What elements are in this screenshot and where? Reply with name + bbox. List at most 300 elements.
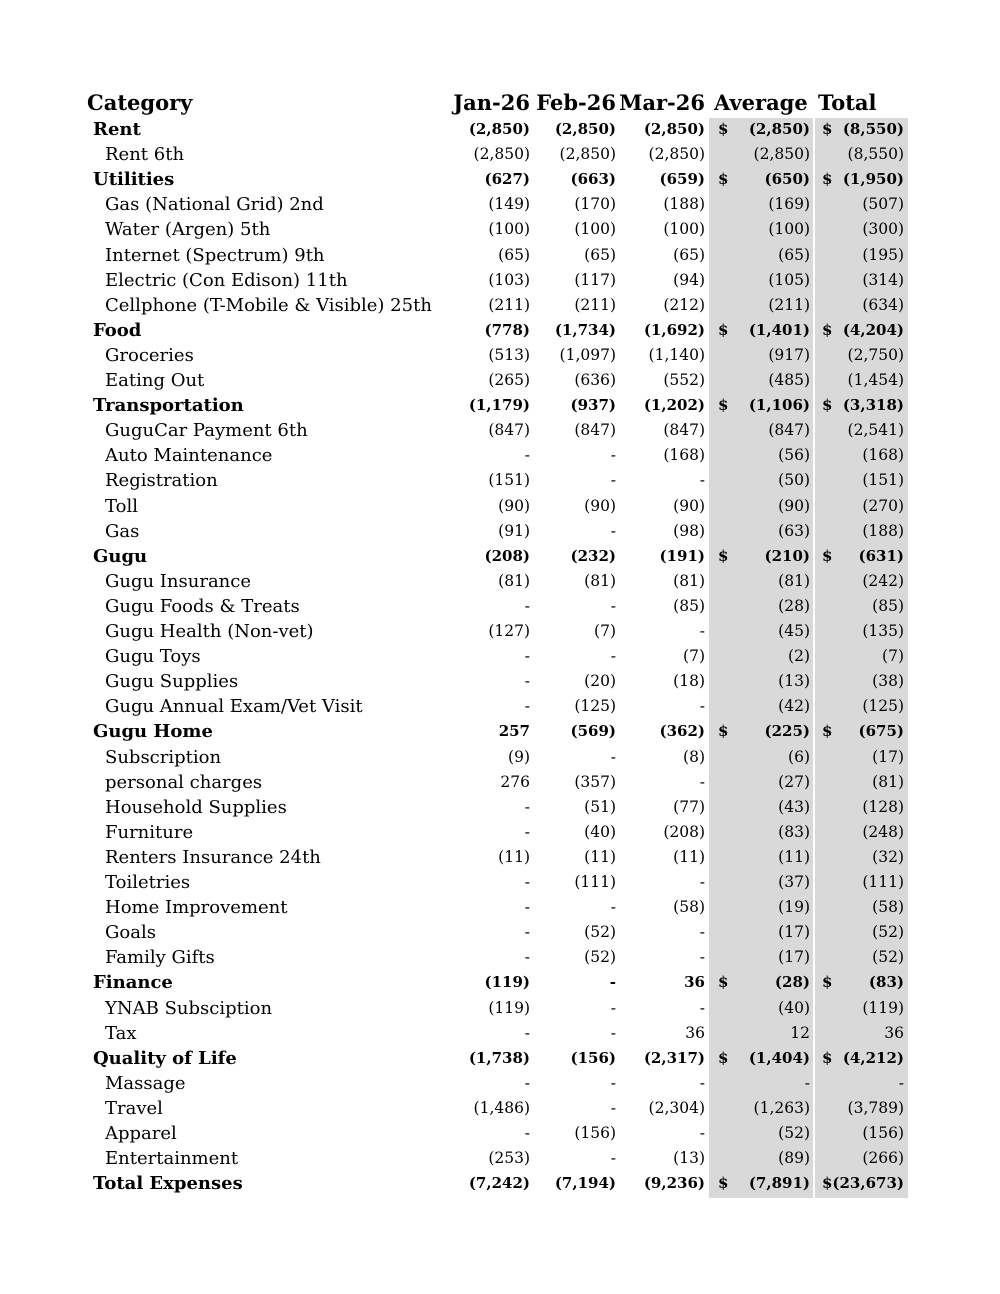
line-item-row — [0, 669, 1000, 694]
jan-value: (1,738) — [468, 1048, 530, 1067]
feb-value: (569) — [570, 722, 616, 741]
mar-value: (18) — [673, 672, 705, 691]
total-value: (168) — [862, 446, 904, 465]
jan-value: (127) — [488, 622, 530, 640]
category-row — [0, 544, 1000, 569]
total-dollar-sign: $ — [822, 1174, 833, 1193]
mar-value: (58) — [673, 898, 705, 917]
feb-value: - — [610, 596, 616, 615]
feb-value: (937) — [570, 396, 616, 415]
row-label: Family Gifts — [105, 947, 215, 969]
total-value: (8,550) — [847, 145, 904, 164]
average-value: (42) — [778, 697, 810, 716]
average-dollar-sign: $ — [718, 546, 729, 565]
mar-value: (2,304) — [648, 1098, 705, 1117]
mar-value: (65) — [673, 245, 705, 264]
line-item-row — [0, 192, 1000, 217]
jan-value: (11) — [498, 847, 530, 866]
mar-value: (8) — [683, 747, 705, 766]
average-value: (1,401) — [748, 320, 810, 339]
total-value: (3,318) — [842, 396, 904, 415]
average-value: (28) — [774, 973, 810, 992]
mar-value: (94) — [673, 270, 705, 289]
feb-value: (170) — [574, 195, 616, 214]
line-item-row — [0, 343, 1000, 368]
mar-value: (11) — [673, 847, 705, 866]
average-dollar-sign: $ — [718, 1048, 729, 1067]
line-item-row — [0, 1146, 1000, 1171]
row-label: Toiletries — [105, 872, 191, 893]
total-value: (111) — [862, 873, 904, 891]
feb-value: (100) — [574, 220, 616, 239]
line-item-row — [0, 895, 1000, 920]
line-item-row — [0, 996, 1000, 1021]
line-item-row — [0, 418, 1000, 443]
total-header: Total — [818, 90, 877, 115]
total-value: (32) — [872, 847, 904, 866]
line-item-row — [0, 569, 1000, 594]
feb-value: (40) — [584, 822, 616, 841]
mar-value: (2,850) — [648, 145, 705, 164]
total-value: (23,673) — [832, 1174, 904, 1193]
total-value: (38) — [872, 672, 904, 691]
row-label: Groceries — [105, 344, 194, 366]
average-value: (1,106) — [748, 396, 810, 415]
jan-value: - — [524, 596, 530, 615]
jan-value: (81) — [498, 571, 530, 590]
total-value: (128) — [862, 797, 904, 816]
feb-value: (156) — [574, 1124, 616, 1142]
mar-value: (85) — [673, 596, 705, 615]
line-item-row — [0, 243, 1000, 268]
feb-header: Feb-26 — [536, 90, 616, 115]
mar-value: (1,202) — [643, 396, 705, 415]
feb-value: (847) — [574, 421, 616, 440]
feb-value: (1,097) — [559, 345, 616, 364]
row-label: personal charges — [105, 771, 263, 793]
average-value: (2,850) — [748, 120, 810, 138]
row-label: Cellphone (T-Mobile & Visible) 25th — [105, 294, 432, 316]
mar-header: Mar-26 — [619, 90, 705, 115]
line-item-row — [0, 845, 1000, 870]
average-value: (210) — [764, 546, 810, 565]
jan-value: (211) — [488, 295, 530, 314]
feb-value: (52) — [584, 948, 616, 967]
average-value: (17) — [778, 948, 810, 967]
category-row — [0, 167, 1000, 192]
table-header — [0, 88, 1000, 118]
row-label: Household Supplies — [105, 796, 287, 818]
average-value: (7,891) — [748, 1174, 810, 1193]
average-value: (917) — [768, 345, 810, 364]
mar-value: (212) — [663, 295, 705, 314]
feb-value: (65) — [584, 245, 616, 264]
row-label: Auto Maintenance — [105, 445, 273, 467]
total-value: (7) — [882, 647, 904, 666]
category-row — [0, 1171, 1000, 1196]
jan-value: (119) — [484, 973, 530, 992]
row-label: Tax — [105, 1022, 137, 1044]
total-value: (4,212) — [842, 1048, 904, 1067]
row-label: Quality of Life — [93, 1047, 237, 1069]
feb-value: (2,850) — [559, 145, 616, 164]
line-item-row — [0, 1071, 1000, 1096]
mar-value: - — [699, 697, 705, 716]
average-dollar-sign: $ — [718, 320, 729, 339]
average-value: 12 — [790, 1023, 810, 1042]
mar-value: (9,236) — [643, 1174, 705, 1193]
row-label: Rent — [93, 119, 141, 140]
line-item-row — [0, 745, 1000, 770]
total-dollar-sign: $ — [822, 722, 833, 741]
jan-value: (103) — [488, 270, 530, 289]
total-value: (4,204) — [842, 320, 904, 339]
average-dollar-sign: $ — [718, 973, 729, 992]
total-value: (17) — [872, 747, 904, 766]
average-value: (27) — [778, 772, 810, 791]
total-dollar-sign: $ — [822, 170, 833, 189]
line-item-row — [0, 217, 1000, 242]
total-value: (300) — [862, 220, 904, 239]
jan-value: - — [524, 647, 530, 666]
feb-value: (51) — [584, 797, 616, 816]
line-item-row — [0, 594, 1000, 619]
jan-value: (9) — [508, 747, 530, 766]
average-value: (650) — [764, 170, 810, 189]
row-label: Entertainment — [105, 1148, 239, 1170]
row-label: YNAB Subsciption — [105, 997, 273, 1019]
jan-value: - — [524, 797, 530, 816]
average-value: (50) — [778, 471, 810, 490]
line-item-row — [0, 443, 1000, 468]
average-header: Average — [714, 90, 808, 115]
jan-value: (91) — [498, 521, 530, 540]
feb-value: - — [610, 1023, 616, 1042]
jan-value: - — [524, 822, 530, 841]
average-value: (56) — [778, 446, 810, 465]
row-label: Food — [93, 319, 142, 341]
average-value: (1,263) — [753, 1098, 810, 1117]
average-dollar-sign: $ — [718, 722, 729, 741]
line-item-row — [0, 644, 1000, 669]
feb-value: (90) — [584, 496, 616, 515]
average-value: - — [804, 1073, 810, 1092]
category-row — [0, 970, 1000, 995]
jan-value: - — [524, 697, 530, 716]
feb-value: - — [610, 446, 616, 465]
total-value: (81) — [872, 772, 904, 791]
average-dollar-sign: $ — [718, 1174, 729, 1193]
line-item-row — [0, 820, 1000, 845]
total-dollar-sign: $ — [822, 546, 833, 565]
line-item-row — [0, 468, 1000, 493]
average-value: (40) — [778, 998, 810, 1017]
average-value: (100) — [768, 220, 810, 239]
total-value: (2,750) — [847, 345, 904, 364]
total-value: (151) — [862, 471, 904, 490]
jan-value: (119) — [488, 998, 530, 1017]
jan-value: (90) — [498, 496, 530, 515]
row-label: Gugu Health (Non-vet) — [105, 621, 314, 642]
mar-value: (90) — [673, 496, 705, 515]
category-header: Category — [87, 90, 193, 115]
line-item-row — [0, 770, 1000, 795]
average-dollar-sign: $ — [718, 120, 729, 138]
feb-value: - — [610, 898, 616, 917]
jan-value: (627) — [484, 170, 530, 189]
row-label: Gugu Foods & Treats — [105, 595, 300, 617]
row-label: Gugu — [93, 545, 148, 567]
row-label: Apparel — [105, 1123, 177, 1144]
total-value: (8,550) — [842, 120, 904, 138]
row-label: Eating Out — [105, 370, 205, 391]
average-value: (211) — [768, 295, 810, 314]
jan-value: (151) — [488, 471, 530, 490]
mar-value: (552) — [663, 371, 705, 389]
total-value: (1,950) — [842, 170, 904, 189]
mar-value: (13) — [673, 1149, 705, 1168]
mar-value: 36 — [685, 1023, 705, 1042]
jan-value: (2,850) — [473, 145, 530, 164]
line-item-row — [0, 1096, 1000, 1121]
total-value: (2,541) — [847, 421, 904, 440]
total-value: (242) — [862, 571, 904, 590]
average-value: (45) — [778, 622, 810, 640]
total-dollar-sign: $ — [822, 1048, 833, 1067]
mar-value: (2,317) — [643, 1048, 705, 1067]
average-value: (13) — [778, 672, 810, 691]
jan-value: (265) — [488, 371, 530, 389]
jan-value: (847) — [488, 421, 530, 440]
line-item-row — [0, 519, 1000, 544]
jan-value: - — [524, 873, 530, 891]
row-label: Furniture — [105, 821, 194, 843]
total-value: (270) — [862, 496, 904, 515]
feb-value: (52) — [584, 923, 616, 942]
line-item-row — [0, 945, 1000, 970]
line-item-row — [0, 920, 1000, 945]
line-item-row — [0, 494, 1000, 519]
feb-value: (156) — [570, 1048, 616, 1067]
total-value: (85) — [872, 596, 904, 615]
row-label: Home Improvement — [105, 897, 288, 919]
mar-value: - — [699, 772, 705, 791]
line-item-row — [0, 268, 1000, 293]
average-value: (2,850) — [753, 145, 810, 164]
mar-value: - — [699, 923, 705, 942]
mar-value: (208) — [663, 822, 705, 841]
row-label: Goals — [105, 922, 156, 944]
average-value: (65) — [778, 245, 810, 264]
mar-value: (77) — [673, 797, 705, 816]
feb-value: (663) — [570, 170, 616, 189]
row-label: Finance — [93, 972, 173, 994]
jan-value: (513) — [488, 345, 530, 364]
feb-value: (117) — [574, 270, 616, 289]
feb-value: (111) — [574, 873, 616, 891]
total-value: (58) — [872, 898, 904, 917]
line-item-row — [0, 795, 1000, 820]
feb-value: - — [610, 1149, 616, 1168]
average-dollar-sign: $ — [718, 396, 729, 415]
feb-value: (232) — [570, 546, 616, 565]
average-value: (19) — [778, 898, 810, 917]
total-dollar-sign: $ — [822, 973, 833, 992]
jan-value: (149) — [488, 195, 530, 214]
average-value: (37) — [778, 873, 810, 891]
average-value: (6) — [788, 747, 810, 766]
total-value: (1,454) — [847, 371, 904, 389]
mar-value: (7) — [683, 647, 705, 666]
jan-value: - — [524, 948, 530, 967]
mar-value: (81) — [673, 571, 705, 590]
average-value: (847) — [768, 421, 810, 440]
total-value: (675) — [858, 722, 904, 741]
row-label: Renters Insurance 24th — [105, 846, 321, 868]
average-dollar-sign: $ — [718, 170, 729, 189]
feb-value: - — [610, 521, 616, 540]
mar-value: - — [699, 873, 705, 891]
mar-value: - — [699, 1124, 705, 1142]
mar-value: (191) — [659, 546, 705, 565]
jan-value: (2,850) — [468, 120, 530, 138]
total-value: 36 — [884, 1023, 904, 1042]
row-label: Utilities — [93, 169, 175, 191]
mar-value: (168) — [663, 446, 705, 465]
total-value: (125) — [862, 697, 904, 716]
row-label: Gugu Toys — [105, 646, 201, 668]
jan-value: (1,486) — [473, 1098, 530, 1117]
total-value: (314) — [862, 270, 904, 289]
feb-value: (211) — [574, 295, 616, 314]
jan-value: (100) — [488, 220, 530, 239]
mar-value: - — [699, 1073, 705, 1092]
feb-value: - — [610, 1073, 616, 1092]
jan-value: (1,179) — [468, 396, 530, 415]
average-value: (83) — [778, 822, 810, 841]
total-value: (266) — [862, 1149, 904, 1168]
mar-value: - — [699, 622, 705, 640]
row-label: Total Expenses — [93, 1173, 243, 1195]
average-value: (28) — [778, 596, 810, 615]
line-item-row — [0, 1021, 1000, 1046]
average-value: (17) — [778, 923, 810, 942]
total-value: (195) — [862, 245, 904, 264]
row-label: Transportation — [93, 395, 244, 417]
row-label: Gugu Supplies — [105, 671, 239, 693]
category-row — [0, 719, 1000, 744]
feb-value: (81) — [584, 571, 616, 590]
row-label: GuguCar Payment 6th — [105, 420, 308, 442]
average-value: (52) — [778, 1124, 810, 1142]
total-value: (83) — [868, 973, 904, 992]
total-dollar-sign: $ — [822, 320, 833, 339]
average-value: (11) — [778, 847, 810, 866]
feb-value: - — [610, 1098, 616, 1117]
jan-value: (7,242) — [468, 1174, 530, 1193]
mar-value: - — [699, 948, 705, 967]
line-item-row — [0, 870, 1000, 895]
row-label: Rent 6th — [105, 144, 185, 166]
mar-value: (98) — [673, 521, 705, 540]
jan-value: 276 — [500, 772, 530, 791]
jan-header: Jan-26 — [453, 90, 530, 115]
average-value: (105) — [768, 270, 810, 289]
feb-value: (7,194) — [554, 1174, 616, 1193]
total-dollar-sign: $ — [822, 120, 833, 138]
average-value: (225) — [764, 722, 810, 741]
row-label: Water (Argen) 5th — [105, 219, 271, 241]
jan-value: - — [524, 898, 530, 917]
total-value: (156) — [862, 1124, 904, 1142]
row-label: Electric (Con Edison) 11th — [105, 269, 348, 291]
line-item-row — [0, 1121, 1000, 1146]
jan-value: - — [524, 1023, 530, 1042]
mar-value: (1,140) — [648, 345, 705, 364]
mar-value: (2,850) — [643, 120, 705, 138]
line-item-row — [0, 142, 1000, 167]
total-value: (3,789) — [847, 1098, 904, 1117]
average-value: (169) — [768, 195, 810, 214]
mar-value: (100) — [663, 220, 705, 239]
category-row — [0, 318, 1000, 343]
average-value: (1,404) — [748, 1048, 810, 1067]
total-value: (634) — [862, 295, 904, 314]
feb-value: - — [610, 747, 616, 766]
line-item-row — [0, 293, 1000, 318]
average-value: (485) — [768, 371, 810, 389]
line-item-row — [0, 368, 1000, 393]
row-label: Massage — [105, 1072, 186, 1094]
row-label: Subscription — [105, 746, 222, 768]
feb-value: (7) — [594, 622, 616, 640]
jan-value: (65) — [498, 245, 530, 264]
mar-value: (1,692) — [643, 320, 705, 339]
feb-value: (2,850) — [554, 120, 616, 138]
average-value: (89) — [778, 1149, 810, 1168]
feb-value: (357) — [574, 772, 616, 791]
jan-value: - — [524, 1124, 530, 1142]
jan-value: (208) — [484, 546, 530, 565]
row-label: Gas (National Grid) 2nd — [105, 194, 324, 216]
total-value: (631) — [858, 546, 904, 565]
total-value: (188) — [862, 521, 904, 540]
average-value: (2) — [788, 647, 810, 666]
row-label: Internet (Spectrum) 9th — [105, 244, 325, 266]
feb-value: (636) — [574, 371, 616, 389]
row-label: Gas — [105, 520, 140, 542]
category-row — [0, 117, 1000, 142]
line-item-row — [0, 619, 1000, 644]
mar-value: (847) — [663, 421, 705, 440]
row-label: Toll — [105, 495, 138, 517]
total-value: (135) — [862, 622, 904, 640]
total-value: (507) — [862, 195, 904, 214]
total-value: (248) — [862, 822, 904, 841]
row-label: Gugu Home — [93, 721, 213, 743]
mar-value: (188) — [663, 195, 705, 214]
feb-value: (1,734) — [554, 320, 616, 339]
row-label: Registration — [105, 470, 218, 492]
total-value: (52) — [872, 948, 904, 967]
row-label: Gugu Insurance — [105, 570, 252, 592]
mar-value: (659) — [659, 170, 705, 189]
total-value: - — [898, 1073, 904, 1092]
category-row — [0, 1046, 1000, 1071]
jan-value: - — [524, 923, 530, 942]
feb-value: - — [610, 998, 616, 1017]
feb-value: - — [610, 471, 616, 490]
